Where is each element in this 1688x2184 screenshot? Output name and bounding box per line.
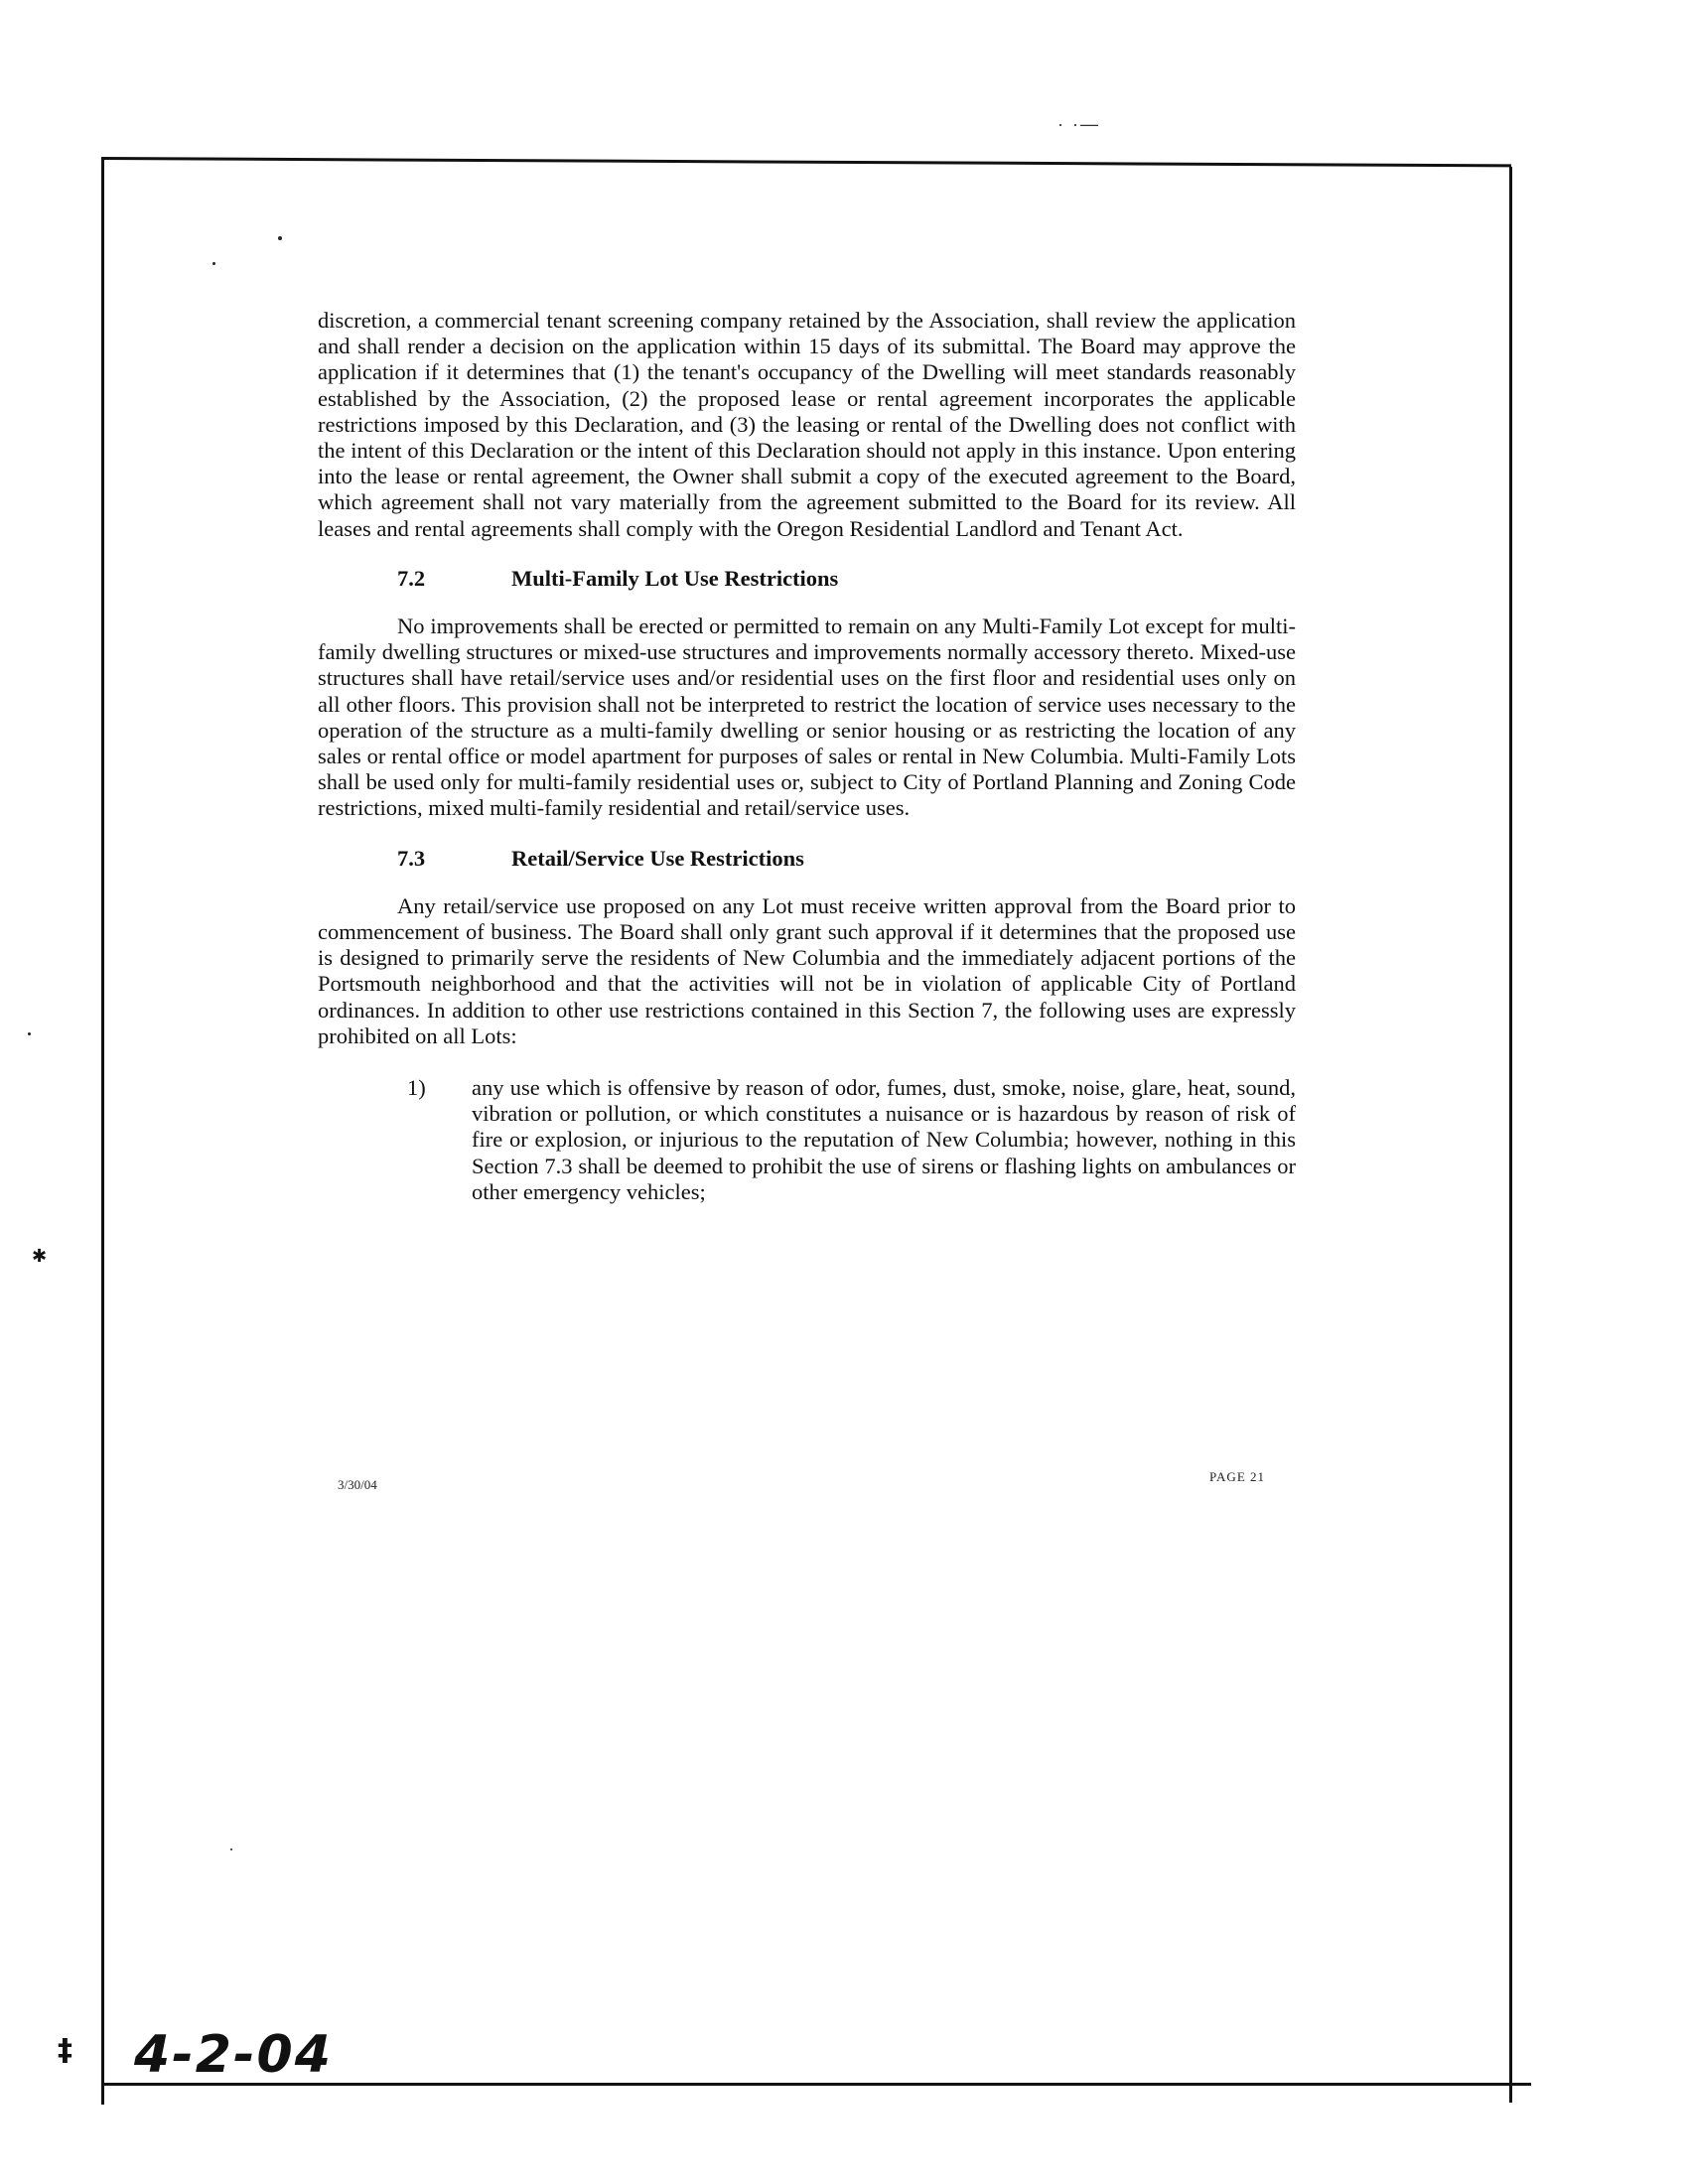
frame-border-top (101, 157, 1511, 167)
footer-date: 3/30/04 (338, 1477, 377, 1492)
margin-star-mark: ✱ (32, 1246, 48, 1267)
section-heading-7-3 (318, 846, 1296, 872)
document-body (318, 308, 1296, 1205)
frame-border-left (101, 159, 104, 2105)
footer-page-number: PAGE 21 (1209, 1469, 1266, 1484)
margin-dagger-mark: ‡ (58, 2033, 72, 2068)
section-heading-7-2 (318, 566, 1296, 592)
top-scan-mark: · ·— (1057, 114, 1100, 134)
list-item (318, 1075, 1296, 1205)
frame-border-right (1509, 167, 1512, 2103)
list-item-text: any use which is offensive by reason of odor, fumes, dust, smoke, noise, glare, heat, sound, vibration or pollution, or which constitutes a nuisance or is hazardous by reason of risk of fire or explosion, or injurious to the reputation of New Columbia; however, nothing in this Section 7.3 shall be deemed to prohibit the use of sirens or flashing lights on ambulances or other emergency vehicles; (472, 1075, 1296, 1204)
section-title: Retail/Service Use Restrictions (511, 845, 804, 871)
scan-speck (230, 1848, 232, 1850)
scan-speck (278, 236, 282, 240)
scan-speck (212, 262, 215, 265)
section-number: 7.3 (397, 845, 426, 871)
scan-speck (28, 1032, 31, 1035)
section-body-7-2: No improvements shall be erected or permitted to remain on any Multi-Family Lot except for multi-family dwelling structures or mixed-use structures and improvements normally accessory thereto. Mixed-use structures shall have retail/service uses and/or residential uses on the first floor and residential uses only on all other floors. This provision shall not be interpreted to restrict the location of service uses necessary to the operation of the structure as a multi-family dwelling or senior housing or as restricting the location of any sales or rental office or model apartment for purposes of sales or rental in New Columbia. Multi-Family Lots shall be used only for multi-family residential uses or, subject to City of Portland Planning and Zoning Code restrictions, mixed multi-family residential and retail/service uses. (318, 614, 1296, 821)
handwritten-date: 4-2-04 (134, 2025, 333, 2085)
continuation-paragraph: discretion, a commercial tenant screening company retained by the Association, shall review the application and shall render a decision on the application within 15 days of its submittal. The Board may approve the application if it determines that (1) the tenant's occupancy of the Dwelling will meet standards reasonably established by the Association, (2) the proposed lease or rental agreement incorporates the applicable restrictions imposed by this Declaration, and (3) the leasing or rental of the Dwelling does not conflict with the intent of this Declaration or the intent of this Declaration should not apply in this instance. Upon entering into the lease or rental agreement, the Owner shall submit a copy of the executed agreement to the Board, which agreement shall not vary materially from the agreement submitted to the Board for its review. All leases and rental agreements shall comply with the Oregon Residential Landlord and Tenant Act. (318, 308, 1296, 541)
list-item-number: 1) (407, 1075, 426, 1101)
section-body-7-3: Any retail/service use proposed on any Lot must receive written approval from the Board prior to commencement of business. The Board shall only grant such approval if it determines that the proposed use is designed to primarily serve the residents of New Columbia and the immediately adjacent portions of the Portsmouth neighborhood and that the activities will not be in violation of applicable City of Portland ordinances. In addition to other use restrictions contained in this Section 7, the following uses are expressly prohibited on all Lots: (318, 892, 1296, 1048)
section-number: 7.2 (397, 565, 426, 591)
section-title: Multi-Family Lot Use Restrictions (511, 565, 839, 591)
